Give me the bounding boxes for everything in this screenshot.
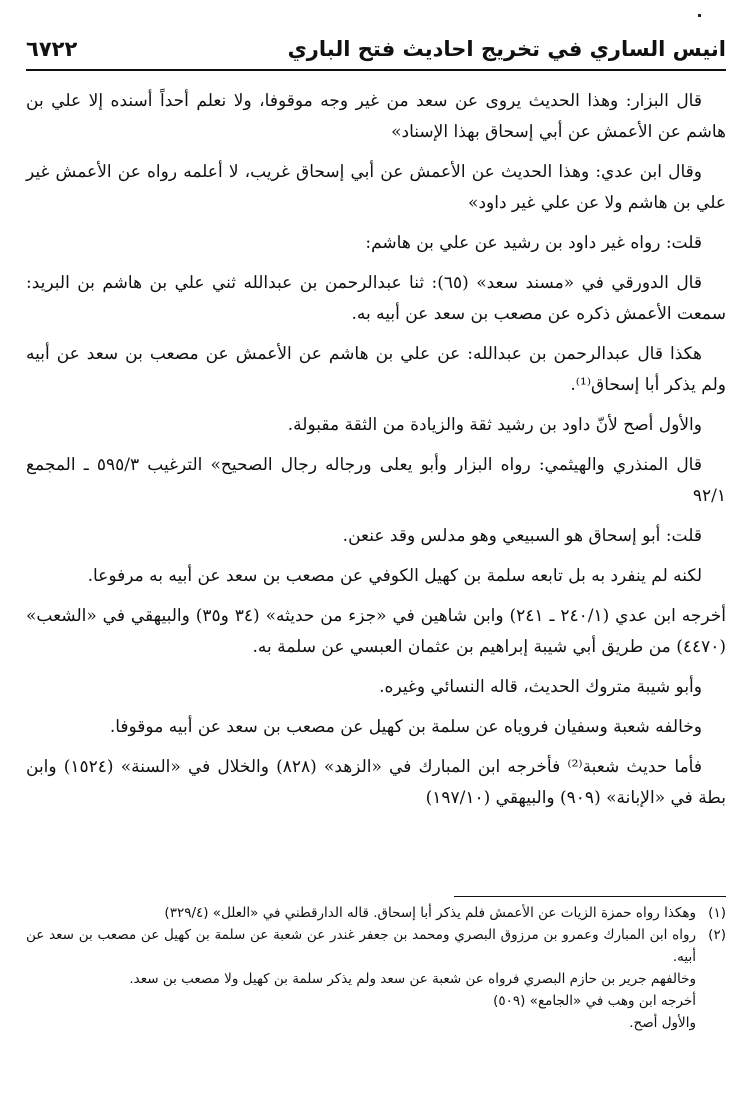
paragraph: قال الدورقي في «مسند سعد» (٦٥): ثنا عبدالرحمن بن عبدالله ثني علي بن هاشم بن البريد: سمعت الأعمش ذكره عن مصعب بن سعد عن أبيه به.	[26, 273, 726, 324]
main-text	[26, 86, 726, 823]
footnote-continuation-line: أخرجه ابن وهب في «الجامع» (٥٠٩)	[493, 993, 696, 1009]
paragraph: لكنه لم ينفرد به بل تابعه سلمة بن كهيل الكوفي عن مصعب بن سعد عن أبيه به مرفوعا.	[87, 566, 702, 586]
paragraph: وأبو شيبة متروك الحديث، قاله النسائي وغيره.	[379, 677, 702, 697]
book-title: انيس الساري في تخريج احاديث فتح الباري	[287, 37, 726, 61]
paragraph: فأما حديث شعبة⁽²⁾ فأخرجه ابن المبارك في «الزهد» (٨٢٨) والخلال في «السنة» (١٥٢٤) وابن بطة في «الإبانة» (٩٠٩) والبيهقي (١٩٧/١٠)	[26, 757, 726, 808]
footnote-continuation-line: وخالفهم جرير بن حازم البصري فرواه عن شعبة عن سعد ولم يذكر سلمة بن كهيل ولا مصعب بن سعد.	[129, 971, 696, 987]
paragraph: وقال ابن عدي: وهذا الحديث عن الأعمش عن أبي إسحاق غريب، لا أعلمه رواه عن الأعمش غير علي بن هاشم ولا عن علي غير داود»	[26, 162, 726, 213]
paragraph: قال البزار: وهذا الحديث يروى عن سعد من غير وجه موقوفا، ولا نعلم أحداً أسنده إلا علي بن هاشم عن الأعمش عن أبي إسحاق بهذا الإسناد»	[26, 91, 726, 142]
paragraph: أخرجه ابن عدي (٢٤٠/١ ـ ٢٤١) وابن شاهين في «جزء من حديثه» (٣٤ و٣٥) والبيهقي في «الشعب» (٤٤٧٠) من طريق أبي شيبة إبراهيم بن عثمان العبسي عن سلمة به.	[26, 606, 726, 657]
paragraph: قال المنذري والهيثمي: رواه البزار وأبو يعلى ورجاله رجال الصحيح» الترغيب ٥٩٥/٣ ـ المجمع ٩٢/١	[26, 455, 726, 506]
page-number: ٦٧٢٢	[26, 37, 78, 61]
footnote	[26, 924, 726, 968]
paragraph: وخالفه شعبة وسفيان فروياه عن سلمة بن كهيل عن مصعب بن سعد عن أبيه موقوفا.	[109, 717, 702, 737]
paragraph: والأول أصح لأنّ داود بن رشيد ثقة والزيادة من الثقة مقبولة.	[287, 415, 702, 435]
footnote-number: (١)	[708, 905, 726, 921]
header-rule	[26, 69, 726, 71]
footnotes	[26, 902, 726, 1034]
footnote-continuation-line: والأول أصح.	[629, 1015, 696, 1031]
paragraph: قلت: أبو إسحاق هو السبيعي وهو مدلس وقد عنعن.	[342, 526, 702, 546]
running-header	[26, 34, 726, 64]
footnote-number: (٢)	[708, 927, 726, 943]
footnote-text: رواه ابن المبارك وعمرو بن مرزوق البصري ومحمد بن جعفر غندر عن شعبة عن سلمة بن كهيل عن مصعب بن سعد عن أبيه.	[26, 927, 696, 965]
footnote-text: وهكذا رواه حمزة الزيات عن الأعمش فلم يذكر أبا إسحاق. قاله الدارقطني في «العلل» (٣٢٩/٤)	[164, 905, 696, 921]
footnote-rule	[454, 896, 726, 897]
corner-mark	[698, 14, 701, 17]
footnote	[26, 902, 726, 924]
paragraph: قلت: رواه غير داود بن رشيد عن علي بن هاشم:	[365, 233, 702, 253]
paragraph: هكذا قال عبدالرحمن بن عبدالله: عن علي بن هاشم عن الأعمش عن مصعب بن سعد عن أبيه ولم يذكر أبا إسحاق⁽¹⁾.	[26, 344, 726, 395]
